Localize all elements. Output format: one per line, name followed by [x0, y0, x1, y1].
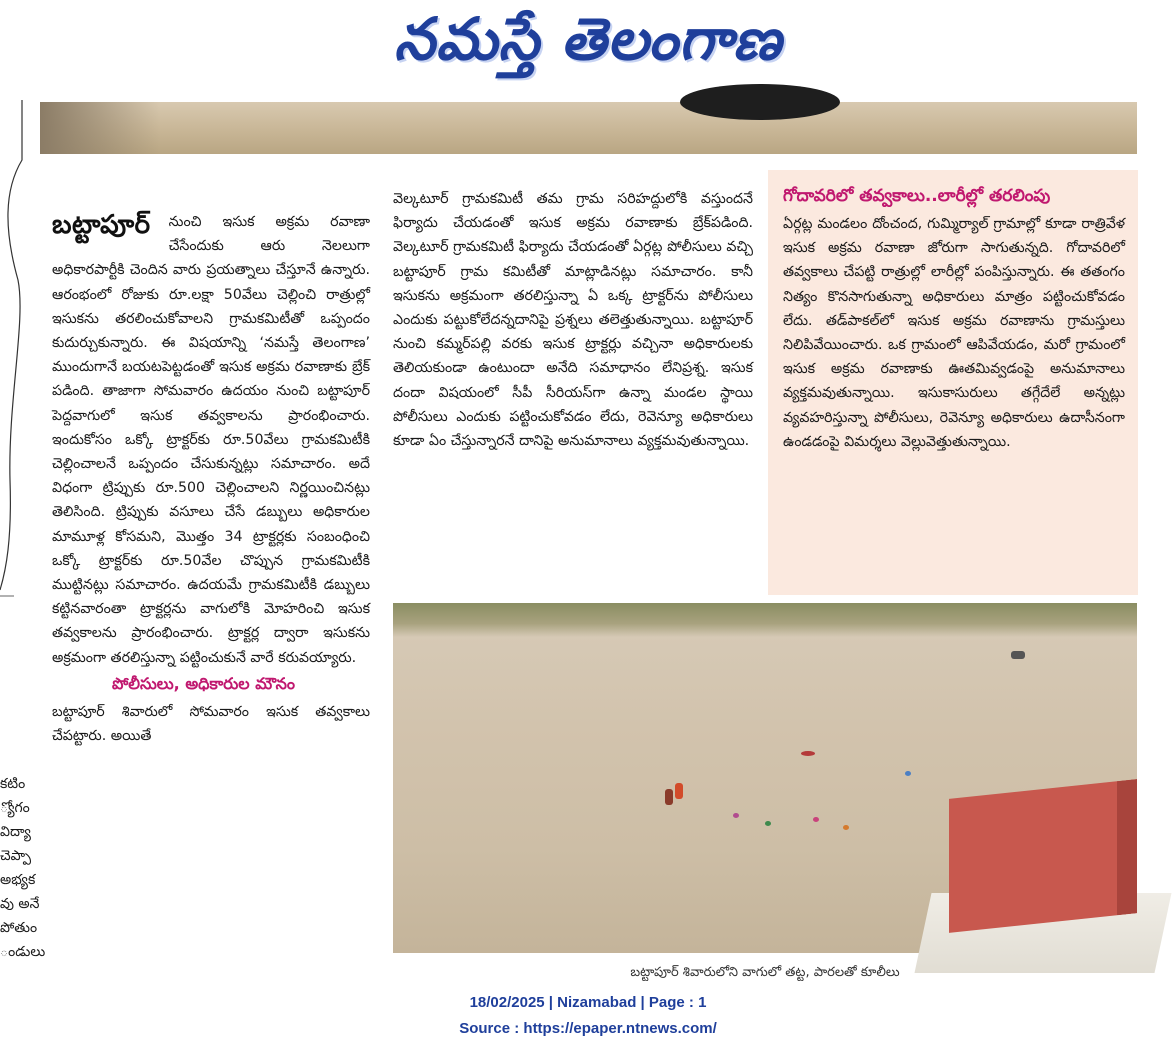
- fragment-line: కటిం: [0, 776, 26, 792]
- article-column-2: [393, 187, 753, 453]
- photo-caption: బట్టాపూర్ శివారులోని వాగులో తట్ట, పారలతో కూలీలు: [630, 965, 900, 980]
- photo-worker-figure: [1011, 651, 1025, 659]
- article-body-col2: వెల్కటూర్ గ్రామకమిటీ తమ గ్రామ సరిహద్దులోకి వస్తుందనే ఫిర్యాదు చేయడంతో ఇసుక అక్రమ రవాణాకు బ్రేక్‌పడింది. వెల్కటూర్ గ్రామకమిటీ ఫిర్యాదు చేయడంతో ఏర్గట్ల పోలీసులు వచ్చి బట్టాపూర్ గ్రామ కమిటీతో మాట్లాడినట్లు సమాచారం. కానీ ఇసుకను అక్రమంగా తరలిస్తున్నా ఏ ఒక్క ట్రాక్టర్‌ను పోలీసులు ఎందుకు పట్టుకోలేదన్నదానిపై ప్రశ్నలు తలెత్తుతున్నాయి. బట్టాపూర్ నుంచి కమ్మర్‌పల్లి వరకు ఇసుక ట్రాక్టర్లు వచ్చినా అధికారులకు తెలియకుండా ఉంటుందా అనేది సమాధానం లేనిప్రశ్న. ఇసుక దందా విషయంలో సీపీ సీరియస్‌గా ఉన్నా మండల స్థాయి పోలీసులు ఎందుకు పట్టించుకోవడం లేదు, రెవెన్యూ అధికారులు కూడా ఏం చేస్తున్నారనే దానిపై అనుమానాలు వ్యక్తమవుతున్నాయి.: [393, 191, 753, 450]
- river-bed-photo: [393, 603, 1137, 953]
- photo-worker-figure: [665, 789, 673, 805]
- banner-shade: [40, 102, 160, 154]
- neighbour-article-fragments: [0, 772, 46, 964]
- photo-basket: [843, 825, 849, 830]
- photo-basket: [765, 821, 771, 826]
- article-body-col1-continued: బట్టాపూర్ శివారులో సోమవారం ఇసుక తవ్వకాలు చేపట్టారు. అయితే: [52, 704, 370, 745]
- footer-edition-line: 18/02/2025 | Nizamabad | Page : 1: [469, 994, 707, 1011]
- fragment-line: చెప్పా: [0, 848, 32, 864]
- banner-tire-image: [680, 84, 840, 120]
- photo-riverbank: [393, 603, 1137, 637]
- clip-bottom-edge: [0, 972, 390, 986]
- fragment-line: ్యోగం: [0, 800, 30, 816]
- sidebar-body: [783, 212, 1125, 454]
- fragment-line: పోతుం: [0, 920, 38, 936]
- fragment-line: అభ్యక: [0, 872, 36, 888]
- footer: [0, 990, 1176, 1042]
- article-subheading: పోలీసులు, అధికారుల మౌనం: [112, 673, 296, 693]
- fragment-line: వు అనే: [0, 896, 40, 912]
- sidebar-body-text: ఏర్గట్ల మండలం దోంచంద, గుమ్మిర్యాల్ గ్రామాల్లో కూడా రాత్రివేళ ఇసుక అక్రమ రవాణా జోరుగా సాగుతున్నది. గోదావరిలో తవ్వకాలు చేపట్టి రాత్రుల్లో లారీల్లో పంపిస్తున్నారు. ఈ తతంగం నిత్యం కొనసాగుతున్నా అధికారులు మాత్రం పట్టించుకోవడం లేదు. తడ్‌పాకల్‌లో ఇసుక అక్రమ రవాణాను గ్రామస్తులు నిలిపివేయించారు. ఒక గ్రామంలో ఆపివేయడం, మరో గ్రామంలో ఇసుక అక్రమ రవాణాకు ఊతమివ్వడంపై అనుమానాలు వ్యక్తమవుతున్నాయి. ఇసుకాసురులు తగ్గేదేలే అన్నట్లు వ్యవహరిస్తున్నా పోలీసులు, రెవెన్యూ అధికారులు ఉదాసీనంగా ఉండడంపై విమర్శలు వెల్లువెత్తుతున్నాయి.: [783, 216, 1125, 450]
- photo-basket: [801, 751, 815, 756]
- masthead: [0, 0, 1176, 92]
- banner-photo: [40, 102, 1137, 154]
- article-column-1: [52, 210, 370, 748]
- photo-red-boundary-stone: [949, 779, 1137, 933]
- sidebar-heading: గోదావరిలో తవ్వకాలు..లారీల్లో తరలింపు: [783, 186, 1051, 206]
- article-dateline: బట్టాపూర్: [52, 210, 151, 240]
- photo-basket: [905, 771, 911, 776]
- fragment-line: విద్యా: [0, 824, 31, 840]
- photo-basket: [813, 817, 819, 822]
- footer-source-line: Source : https://epaper.ntnews.com/: [459, 1020, 717, 1037]
- photo-worker-figure: [675, 783, 683, 799]
- article-body-col1: నుంచి ఇసుక అక్రమ రవాణా చేసేందుకు ఆరు నెలలుగా అధికారపార్టీకి చెందిన వారు ప్రయత్నాలు చేస్తూనే ఉన్నారు. ఆరంభంలో రోజుకు రూ.లక్షా 50వేలు చెల్లించి రాత్రుల్లో ఇసుకను తరలించుకోవాలని గ్రామకమిటీతో ఒప్పందం కుదుర్చుకున్నారు. ఈ విషయాన్ని ‘నమస్తే తెలంగాణ’ ముందుగానే బయటపెట్టడంతో ఇసుక అక్రమ రవాణాకు బ్రేక్ పడింది. తాజాగా సోమవారం ఉదయం నుంచి బట్టాపూర్ పెద్దవాగులో ఇసుక తవ్వకాలను ప్రారంభించారు. ఇందుకోసం ఒక్కో ట్రాక్టర్‌కు రూ.50వేలు గ్రామకమిటీకి చెల్లించాలనే ఒప్పందం చేసుకున్నట్లు సమాచారం. అదే విధంగా ట్రిప్పుకు రూ.500 చెల్లించాలని నిర్ణయించినట్లు తెలిసింది. ట్రిప్పుకు వసూలు చేసే డబ్బులు అధికారుల మామూళ్ల కోసమని, మొత్తం 34 ట్రాక్టర్లకు సంబంధించి ఒక్కో ట్రాక్టర్‌కు రూ.50వేల చొప్పున గ్రామకమిటీకి ముట్టినట్లు సమాచారం. ఉదయమే గ్రామకమిటీకి డబ్బులు కట్టినవారంతా ట్రాక్టర్లను వాగులోకి మోహరించి ఇసుక తవ్వకాలను ప్రారంభించారు. ట్రాక్టర్ల ద్వారా ఇసుకను అక్రమంగా తరలిస్తున్నా పట్టించుకునే వారే కరువయ్యారు.: [52, 214, 370, 666]
- newspaper-title: నమస్తే తెలంగాణ: [394, 4, 782, 73]
- photo-basket: [733, 813, 739, 818]
- fragment-line: ండులు: [0, 944, 46, 960]
